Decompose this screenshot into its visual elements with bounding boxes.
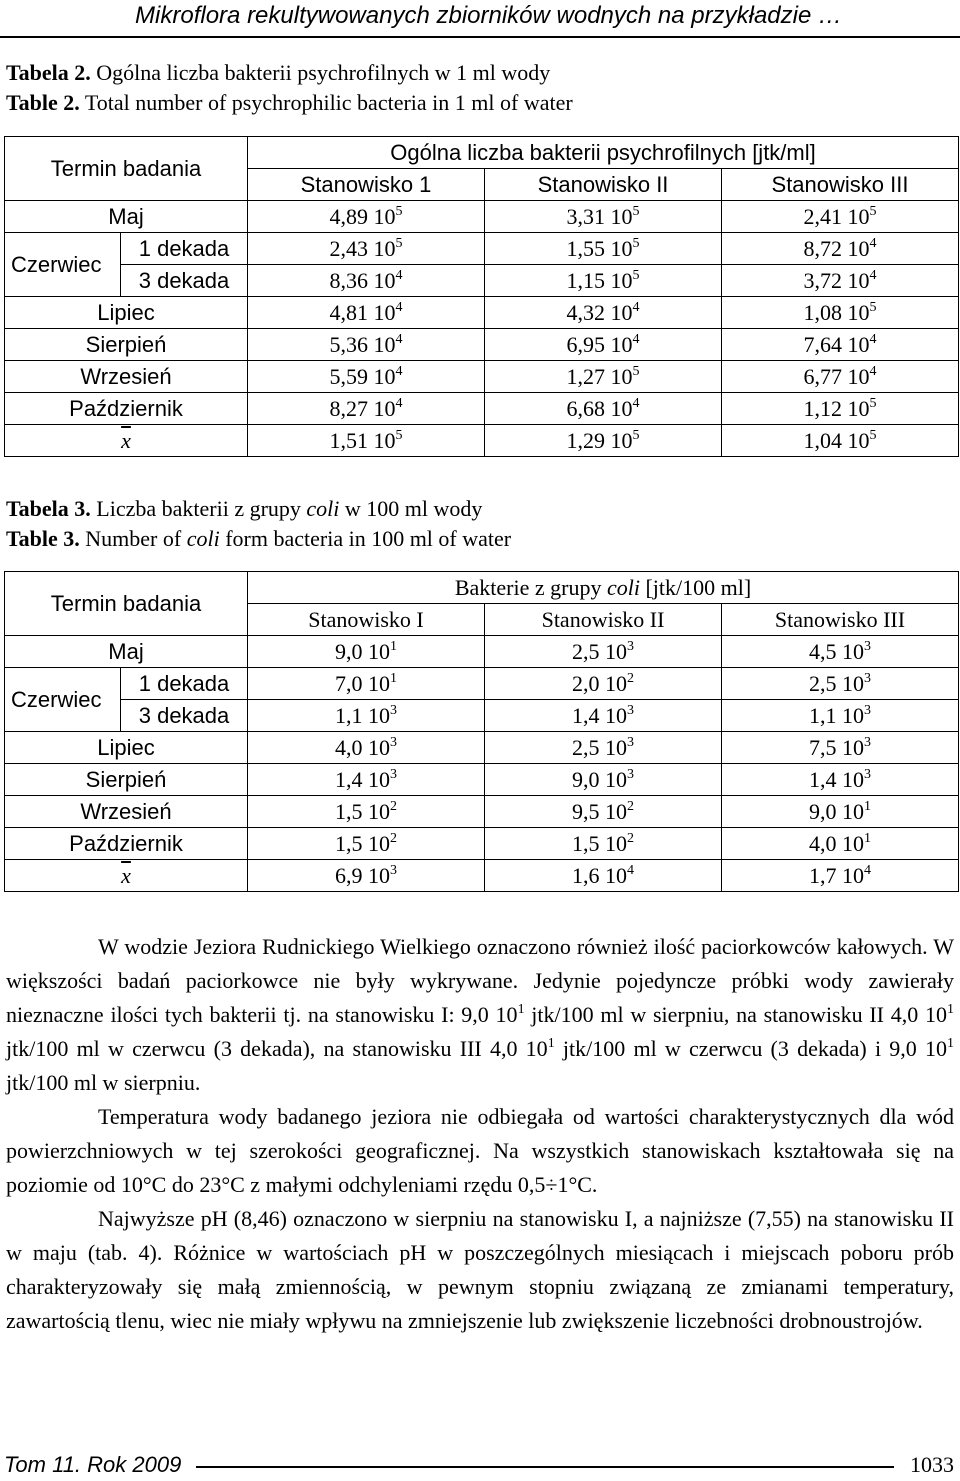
running-header: Mikroflora rekultywowanych zbiorników wodnych na przykładzie … — [135, 2, 842, 29]
table2-col-term: Termin badania — [5, 137, 248, 201]
cell: 3,72 $10^4$ — [722, 265, 959, 297]
cell: 5,36 $10^4$ — [248, 329, 485, 361]
cell: 9,5 $10^2$ — [485, 796, 722, 828]
table3-station-3: Stanowisko III — [722, 604, 959, 636]
table-row — [5, 700, 959, 732]
cell: 1,51 $10^5$ — [248, 425, 485, 457]
cell: 7,64 $10^4$ — [722, 329, 959, 361]
footer-rule — [196, 1466, 894, 1468]
row-label: Maj — [5, 636, 248, 668]
row-label: Lipiec — [5, 297, 248, 329]
cell: 1,29 $10^5$ — [485, 425, 722, 457]
cell: 1,1 $10^3$ — [248, 700, 485, 732]
table-row — [5, 425, 959, 457]
cell: 1,6 $10^4$ — [485, 860, 722, 892]
table-row — [5, 201, 959, 233]
row-label: Wrzesień — [5, 361, 248, 393]
row-label: 1 dekada — [121, 233, 248, 265]
cell: 4,32 $10^4$ — [485, 297, 722, 329]
cell: 1,04 $10^5$ — [722, 425, 959, 457]
cell: 1,1 $10^3$ — [722, 700, 959, 732]
cell: 5,59 $10^4$ — [248, 361, 485, 393]
table-row — [5, 393, 959, 425]
row-label: Wrzesień — [5, 796, 248, 828]
cell: 4,81 $10^4$ — [248, 297, 485, 329]
page-footer — [0, 1452, 960, 1480]
cell: 4,0 $10^3$ — [248, 732, 485, 764]
cell: 6,95 $10^4$ — [485, 329, 722, 361]
table2-caption-en-label: Table 2. — [6, 90, 80, 115]
page-number: 1033 — [910, 1452, 954, 1477]
row-label: Lipiec — [5, 732, 248, 764]
table-row — [5, 329, 959, 361]
header-rule — [0, 36, 960, 38]
cell: 1,08 $10^5$ — [722, 297, 959, 329]
cell: 7,5 $10^3$ — [722, 732, 959, 764]
cell: 2,0 $10^2$ — [485, 668, 722, 700]
cell: 4,5 $10^3$ — [722, 636, 959, 668]
table2-caption-en: Total number of psychrophilic bacteria in 1 ml of water — [79, 90, 573, 115]
cell: 6,68 $10^4$ — [485, 393, 722, 425]
cell: 1,4 $10^3$ — [248, 764, 485, 796]
row-label: 3 dekada — [121, 700, 248, 732]
cell: 9,0 $10^1$ — [248, 636, 485, 668]
row-label: 3 dekada — [121, 265, 248, 297]
cell: 1,4 $10^3$ — [722, 764, 959, 796]
body-text — [6, 930, 954, 1338]
paragraph-1: W wodzie Jeziora Rudnickiego Wielkiego oznaczono również ilość paciorkowców kałowych. W większości badań paciorkowce nie były wykrywane. Jedynie pojedyncze próbki wody zawierały nieznaczne ilości tych bakterii tj. na stanowisku I: 9,0 $10^1$ jtk/100 ml w sierpniu, na stanowisku II 4,0 $10^1$ jtk/100 ml w czerwcu (3 dekada), na stanowisku III 4,0 $10^1$ jtk/100 ml w czerwcu (3 dekada) i 9,0 $10^1$ jtk/100 ml w sierpniu. — [6, 934, 955, 1095]
cell: 1,27 $10^5$ — [485, 361, 722, 393]
table2-caption-pl-label: Tabela 2. — [6, 60, 91, 85]
table2-group-header: Ogólna liczba bakterii psychrofilnych [jtk/ml] — [248, 137, 959, 169]
table-row — [5, 732, 959, 764]
cell: 1,5 $10^2$ — [248, 828, 485, 860]
row-label: 1 dekada — [121, 668, 248, 700]
cell: 1,7 $10^4$ — [722, 860, 959, 892]
table2-station-2: Stanowisko II — [485, 169, 722, 201]
table3-caption-en-label: Table 3. — [6, 526, 80, 551]
cell: 2,41 $10^5$ — [722, 201, 959, 233]
cell: 1,12 $10^5$ — [722, 393, 959, 425]
table3 — [4, 571, 959, 892]
row-label-mean: $\overline{x}$ — [5, 425, 248, 457]
cell: 9,0 $10^1$ — [722, 796, 959, 828]
table2-caption — [6, 58, 573, 118]
cell: 8,72 $10^4$ — [722, 233, 959, 265]
table-row — [5, 361, 959, 393]
cell: 1,5 $10^2$ — [485, 828, 722, 860]
row-label: Sierpień — [5, 329, 248, 361]
row-label: Sierpień — [5, 764, 248, 796]
table-row — [5, 796, 959, 828]
cell: 1,15 $10^5$ — [485, 265, 722, 297]
table-row — [5, 828, 959, 860]
cell: 8,27 $10^4$ — [248, 393, 485, 425]
row-label: Październik — [5, 393, 248, 425]
table3-station-2: Stanowisko II — [485, 604, 722, 636]
table-row — [5, 265, 959, 297]
table2-station-1: Stanowisko 1 — [248, 169, 485, 201]
row-group-label: Czerwiec — [5, 668, 121, 732]
cell: 8,36 $10^4$ — [248, 265, 485, 297]
table-row — [5, 668, 959, 700]
table-row — [5, 764, 959, 796]
cell: 9,0 $10^3$ — [485, 764, 722, 796]
cell: 7,0 $10^1$ — [248, 668, 485, 700]
paragraph-3: Najwyższe pH (8,46) oznaczono w sierpniu na stanowisku I, a najniższe (7,55) na stanowisku II w maju (tab. 4). Różnice w wartościach pH w poszczególnych miesiącach i miejscach poboru prób charakteryzowały się małą zmiennością, w pewnym stopniu związaną ze zmianami temperatury, zawartością tlenu, wiec nie miały wpływu na zmniejszenie lub zwiększenie liczebności drobnoustrojów. — [6, 1206, 954, 1333]
table-row — [5, 860, 959, 892]
table3-col-term: Termin badania — [5, 572, 248, 636]
cell: 1,4 $10^3$ — [485, 700, 722, 732]
table-row — [5, 233, 959, 265]
cell: 2,5 $10^3$ — [485, 732, 722, 764]
table3-caption-pl-label: Tabela 3. — [6, 496, 91, 521]
cell: 4,89 $10^5$ — [248, 201, 485, 233]
cell: 6,9 $10^3$ — [248, 860, 485, 892]
cell: 2,5 $10^3$ — [485, 636, 722, 668]
table2-station-3: Stanowisko III — [722, 169, 959, 201]
table-row — [5, 636, 959, 668]
table3-station-1: Stanowisko I — [248, 604, 485, 636]
row-label-mean: $\overline{x}$ — [5, 860, 248, 892]
table2-caption-pl: Ogólna liczba bakterii psychrofilnych w 1 ml wody — [90, 60, 551, 85]
table3-group-header: Bakterie z grupy coli [jtk/100 ml] — [248, 572, 959, 604]
cell: 1,55 $10^5$ — [485, 233, 722, 265]
cell: 3,31 $10^5$ — [485, 201, 722, 233]
row-label: Październik — [5, 828, 248, 860]
paragraph-2: Temperatura wody badanego jeziora nie odbiegała od wartości charakterystycznych dla wód powierzchniowych w tej szerokości geograficznej. Na wszystkich stanowiskach kształtowała się na poziomie od 10°C do 23°C z małymi odchyleniami rzędu 0,5÷1°C. — [6, 1104, 954, 1197]
cell: 6,77 $10^4$ — [722, 361, 959, 393]
table-row — [5, 297, 959, 329]
row-label: Maj — [5, 201, 248, 233]
cell: 4,0 $10^1$ — [722, 828, 959, 860]
cell: 2,5 $10^3$ — [722, 668, 959, 700]
table3-caption: Tabela 3. Liczba bakterii z grupy coli w 100 ml wody Table 3. Number of coli form bacteria in 100 ml of water — [6, 496, 512, 551]
footer-volume: Tom 11. Rok 2009 — [4, 1452, 182, 1477]
cell: 1,5 $10^2$ — [248, 796, 485, 828]
row-group-label: Czerwiec — [5, 233, 121, 297]
table2 — [4, 136, 959, 457]
cell: 2,43 $10^5$ — [248, 233, 485, 265]
